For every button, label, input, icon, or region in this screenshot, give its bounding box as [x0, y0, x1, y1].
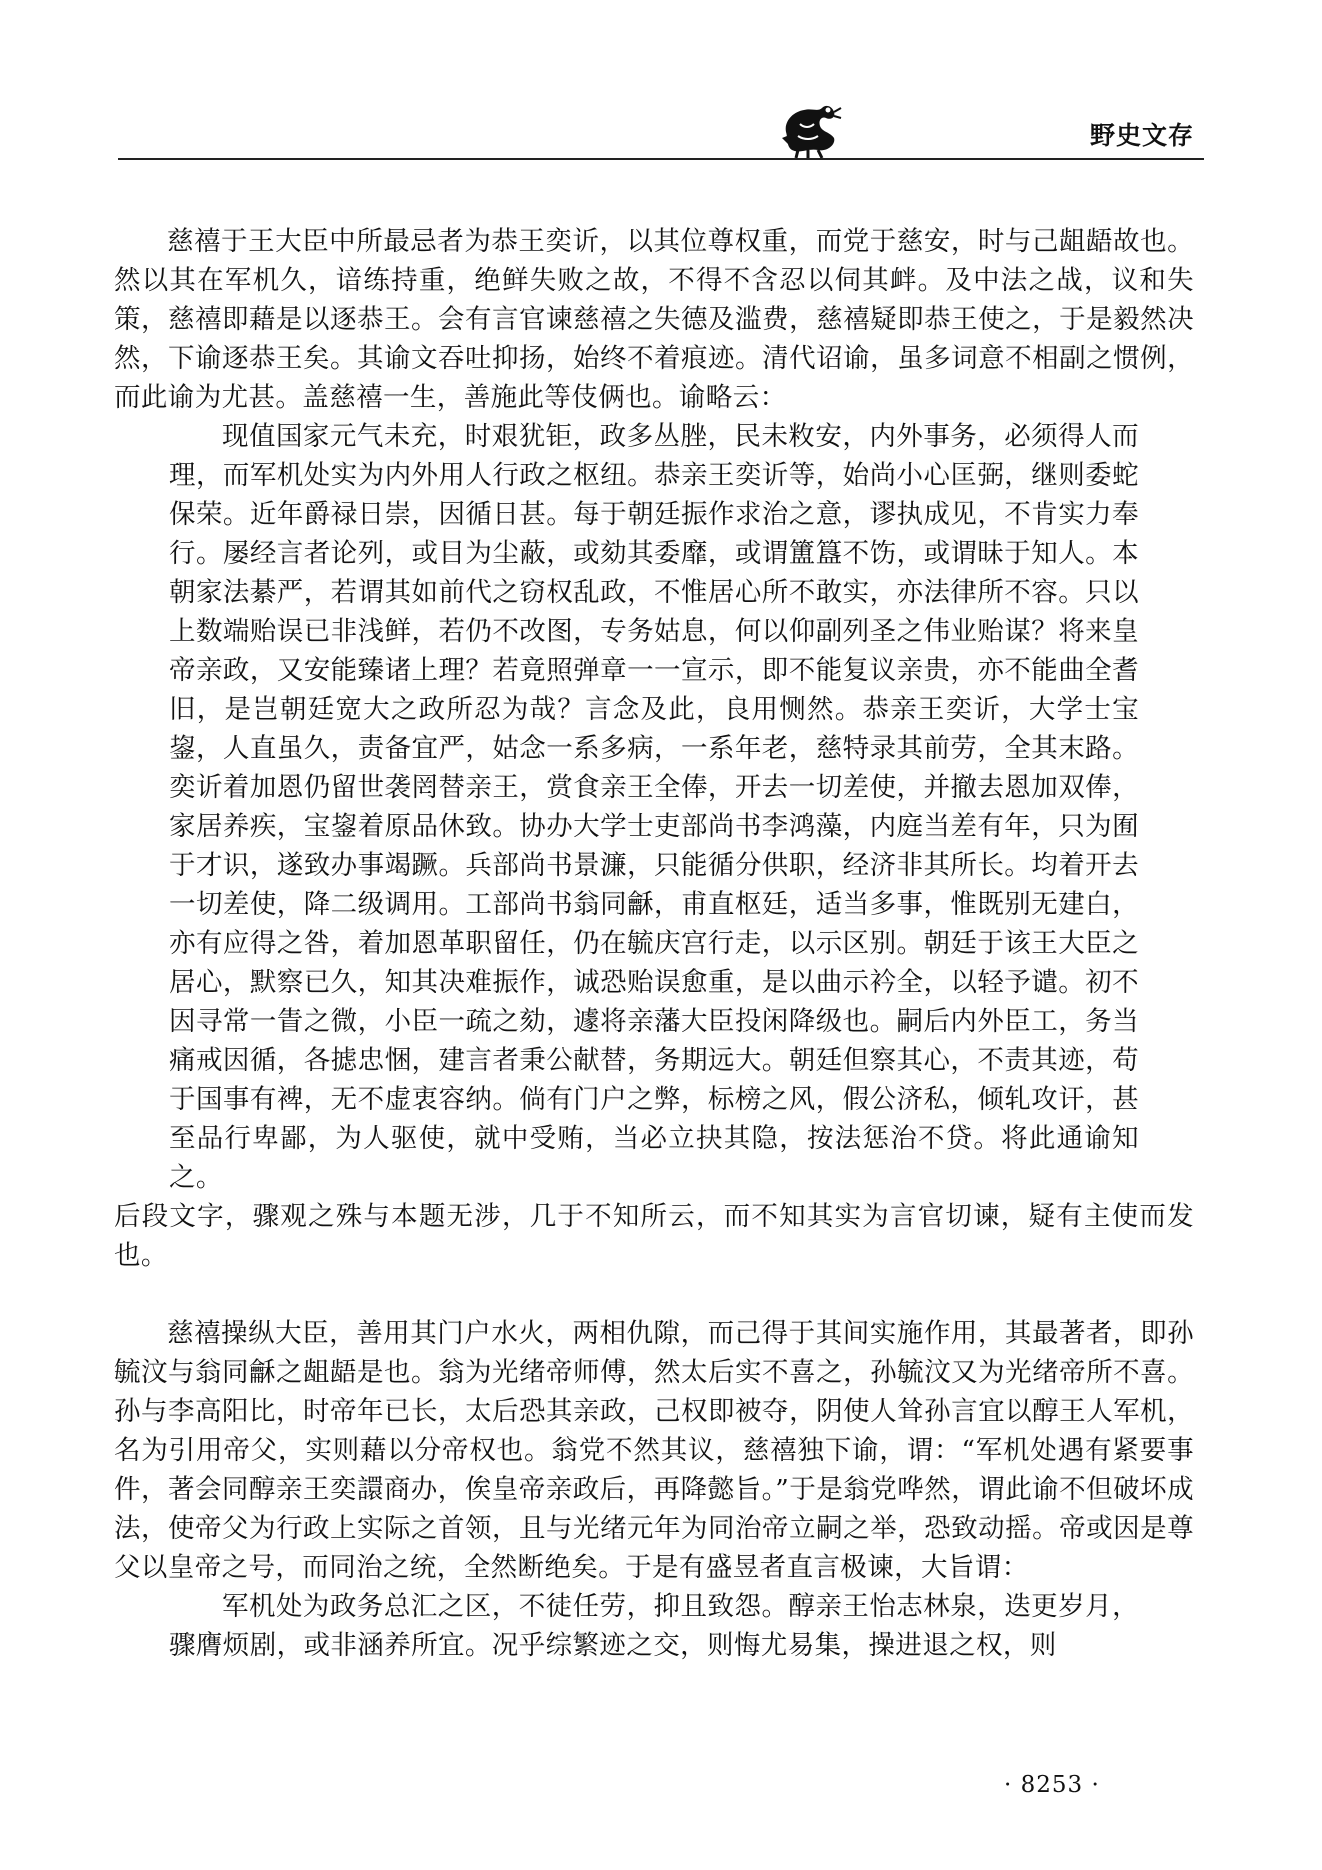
- header-rule: [118, 158, 1204, 160]
- page-number: · 8253 ·: [1004, 1772, 1100, 1798]
- dragon-emblem-icon: [778, 98, 842, 158]
- article-body: [114, 222, 1194, 1665]
- paragraph: 后段文字，骤观之殊与本题无涉，几于不知所云，而不知其实为言官切谏，疑有主使而发也。: [114, 1201, 1194, 1271]
- edict-quote: 现值国家元气未充，时艰犹钜，政多丛脞，民未敉安，内外事务，必须得人而理，而军机处实为内外用人行政之枢纽。恭亲王奕䜣等，始尚小心匡弼，继则委蛇保荣。近年爵禄日崇，因循日甚。每于朝廷振作求治之意，谬执成见，不肯实力奉行。屡经言者论列，或目为尘蔽，或劾其委靡，或谓簠簋不饬，或谓昧于知人。本朝家法綦严，若谓其如前代之窃权乱政，不惟居心所不敢实，亦法律所不容。只以上数端贻误已非浅鲜，若仍不改图，专务姑息，何以仰副列圣之伟业贻谋？将来皇帝亲政，又安能臻诸上理？若竟照弹章一一宣示，即不能复议亲贵，亦不能曲全耆旧，是岂朝廷宽大之政所忍为哉？言念及此，良用恻然。恭亲王奕䜣，大学士宝鋆，人直虽久，责备宜严，姑念一系多病，一系年老，慈特录其前劳，全其末路。奕䜣着加恩仍留世袭罔替亲王，赏食亲王全俸，开去一切差使，并撤去恩加双俸，家居养疾，宝鋆着原品休致。协办大学士吏部尚书李鸿藻，内庭当差有年，只为囿于才识，遂致办事竭蹶。兵部尚书景濂，只能循分供职，经济非其所长。均着开去一切差使，降二级调用。工部尚书翁同龢，甫直枢廷，适当多事，惟既别无建白，亦有应得之咎，着加恩革职留任，仍在毓庆宫行走，以示区别。朝廷于该王大臣之居心，默察已久，知其决难振作，诚恐贻误愈重，是以曲示衿全，以轻予谴。初不因寻常一眚之微，小臣一疏之劾，遽将亲藩大臣投闲降级也。嗣后内外臣工，务当痛戒因循，各摅忠悃，建言者秉公献替，务期远大。朝廷但察其心，不责其迹，苟于国事有裨，无不虚衷容纳。倘有门户之弊，标榜之风，假公济私，倾轧攻讦，甚至品行卑鄙，为人驱使，就中受贿，当必立抉其隐，按法惩治不贷。将此通谕知之。: [169, 421, 1139, 1193]
- header-title: 野史文存: [1089, 121, 1194, 150]
- section-gap: [114, 1275, 1194, 1314]
- paragraph: 慈禧于王大臣中所最忌者为恭王奕䜣，以其位尊权重，而党于慈安，时与己龃龉故也。然以其在军机久，谙练持重，绝鲜失败之故，不得不含忍以伺其衅。及中法之战，议和失策，慈禧即藉是以逐恭王。会有言官谏慈禧之失德及滥费，慈禧疑即恭王使之，于是毅然决然，下谕逐恭王矣。其谕文吞吐抑扬，始终不着痕迹。清代诏谕，虽多词意不相副之惯例，而此谕为尤甚。盖慈禧一生，善施此等伎俩也。谕略云：: [114, 226, 1194, 413]
- paragraph: 慈禧操纵大臣，善用其门户水火，两相仇隙，而己得于其间实施作用，其最著者，即孙毓汶与翁同龢之龃龉是也。翁为光绪帝师傅，然太后实不喜之，孙毓汶又为光绪帝所不喜。孙与李高阳比，时帝年已长，太后恐其亲政，己权即被夺，阴使人耸孙言宜以醇王人军机，名为引用帝父，实则藉以分帝权也。翁党不然其议，慈禧独下谕，谓：“军机处遇有紧要事件，著会同醇亲王奕譞商办，俟皇帝亲政后，再降懿旨。”于是翁党哗然，谓此谕不但破坏成法，使帝父为行政上实际之首领，且与光绪元年为同治帝立嗣之举，恐致动摇。帝或因是尊父以皇帝之号，而同治之统，全然断绝矣。于是有盛昱者直言极谏，大旨谓：: [114, 1318, 1194, 1583]
- page-header: [0, 0, 1322, 170]
- memorial-quote: 军机处为政务总汇之区，不徒任劳，抑且致怨。醇亲王怡志林泉，迭更岁月，骤膺烦剧，或非涵养所宜。况乎综繁迹之交，则悔尤易集，操进退之权，则: [169, 1591, 1139, 1661]
